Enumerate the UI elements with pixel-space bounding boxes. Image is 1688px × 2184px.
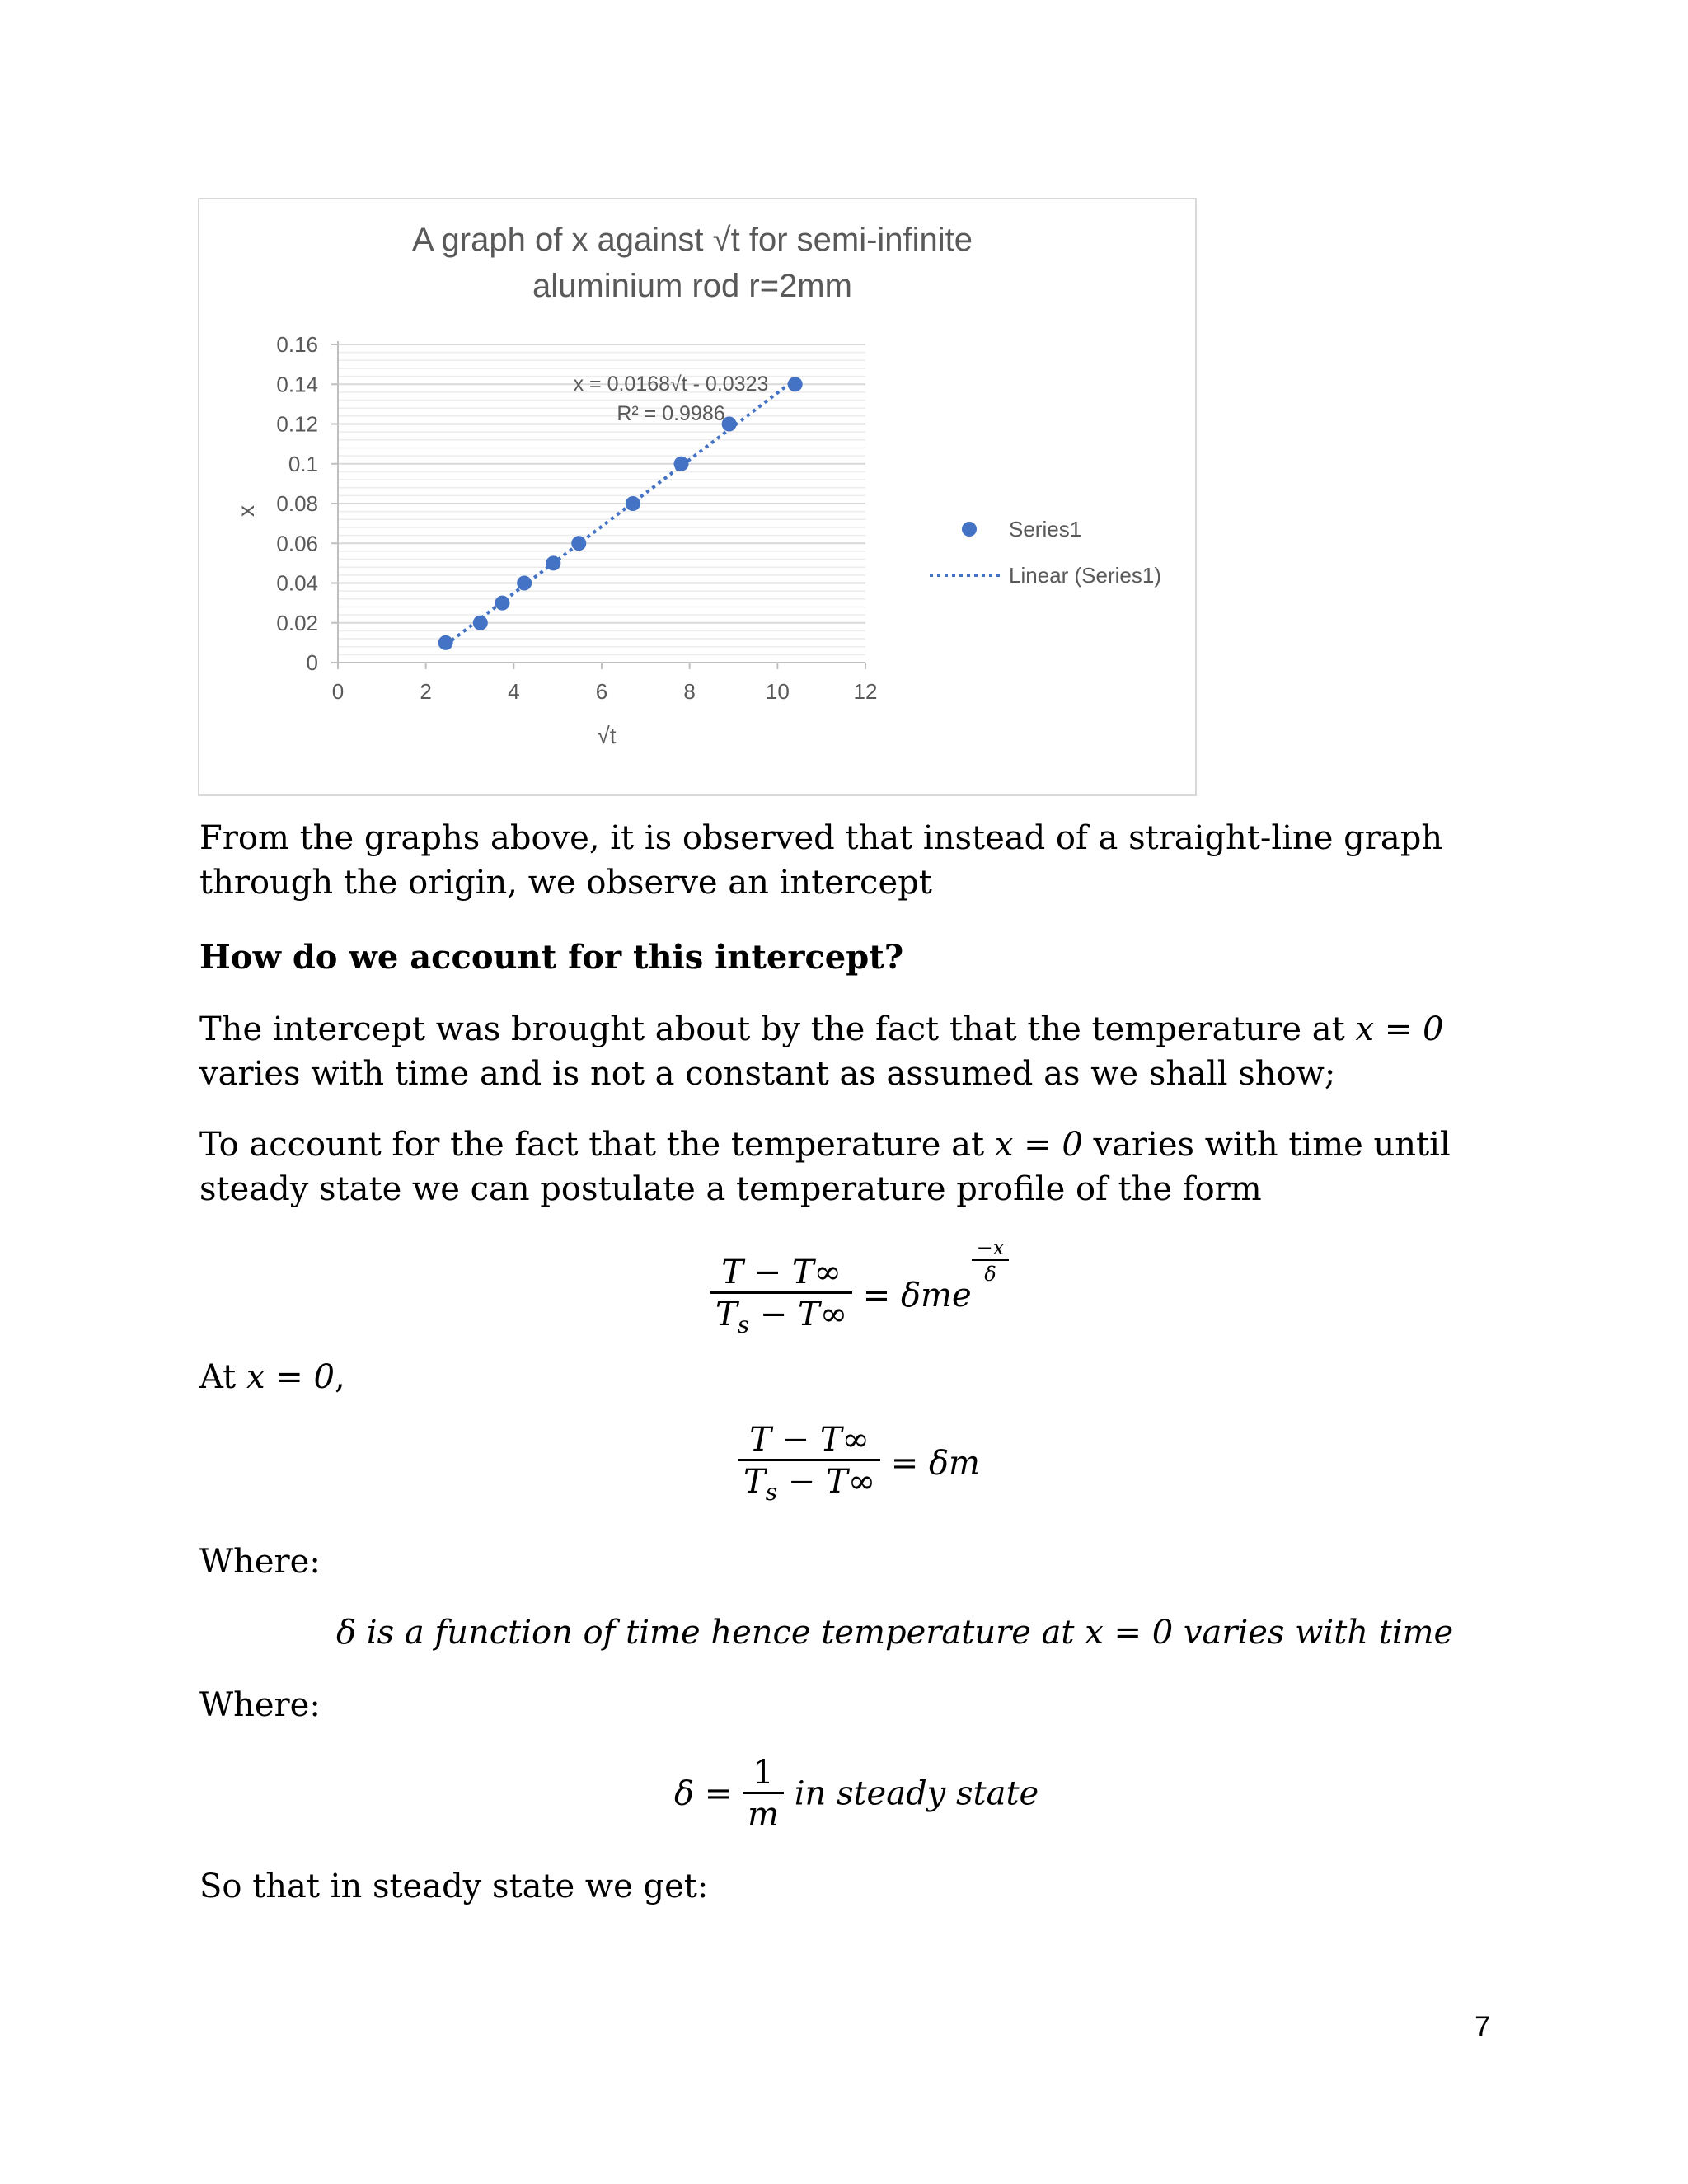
x-equals-zero-inline-1: x = 0 xyxy=(1355,1010,1444,1048)
legend-series1-marker xyxy=(962,522,977,537)
eq1-den-sub: s xyxy=(737,1310,750,1338)
chart-title-line1: A graph of x against √t for semi-infinite xyxy=(411,222,973,258)
x-tick-label: 6 xyxy=(595,679,608,704)
eq3-lhs: δ = xyxy=(674,1774,733,1813)
y-tick-label: 0.12 xyxy=(276,411,318,437)
eq1-den-t: T xyxy=(715,1295,738,1333)
eq3-rhs: in steady state xyxy=(794,1774,1039,1813)
at-comma: , xyxy=(334,1358,345,1396)
eq3-numerator: 1 xyxy=(753,1754,774,1792)
x-tick-label: 8 xyxy=(683,679,696,704)
delta-function-statement: δ is a function of time hence temperature at x = 0 varies with time xyxy=(336,1614,1454,1652)
paragraph-intercept-text-b: varies with time and is not a constant as assumed as we shall show; xyxy=(199,1055,1336,1093)
paragraph-graph-observation: From the graphs above, it is observed that instead of a straight-line graph through the origin, we observe an intercept xyxy=(199,819,1443,902)
heading-intercept-question: How do we account for this intercept? xyxy=(199,938,904,977)
y-tick-label: 0 xyxy=(306,650,318,675)
data-point xyxy=(546,555,560,570)
x-equals-zero-inline-2: x = 0 xyxy=(994,1126,1083,1164)
eq2-numerator: T − T∞ xyxy=(749,1421,870,1459)
y-tick-label: 0.02 xyxy=(276,610,318,635)
eq2-rhs: = δm xyxy=(890,1444,980,1483)
y-tick-label: 0.16 xyxy=(276,332,318,357)
data-point xyxy=(626,496,640,511)
x-equals-zero-inline-3: x = 0 xyxy=(246,1358,335,1396)
eq3-fraction xyxy=(743,1754,784,1834)
data-point xyxy=(674,457,689,471)
paragraph-intercept-text-a: The intercept was brought about by the fact that the temperature at xyxy=(199,1010,1356,1048)
eq3-denominator: m xyxy=(743,1792,784,1834)
trendline-r2: R² = 0.9986 xyxy=(617,402,725,425)
data-point xyxy=(571,536,586,551)
paragraph-postulate-text-a: To account for the fact that the temperature at xyxy=(199,1126,995,1164)
eq1-denominator xyxy=(710,1291,852,1338)
y-tick-label: 0.08 xyxy=(276,491,318,516)
equation-at-x0 xyxy=(738,1421,980,1506)
eq1-rhs: = δme xyxy=(862,1277,972,1315)
chart-svg xyxy=(199,199,1198,798)
eq2-den-sub: s xyxy=(765,1479,778,1506)
data-point xyxy=(495,596,509,611)
y-tick-label: 0.06 xyxy=(276,531,318,556)
page-number: 7 xyxy=(1475,2011,1490,2042)
eq1-den-rest: − T∞ xyxy=(749,1295,848,1333)
where-label-2: Where: xyxy=(199,1686,321,1724)
x-tick-label: 10 xyxy=(765,679,790,704)
at-text: At xyxy=(199,1358,246,1396)
paragraph-postulate-profile xyxy=(199,1122,1452,1212)
data-point xyxy=(788,377,803,391)
equation-delta-steady-state xyxy=(674,1754,1039,1834)
x-axis-title: √t xyxy=(597,723,617,748)
y-tick-label: 0.1 xyxy=(288,451,318,476)
chart-title-line2: aluminium rod r=2mm xyxy=(532,268,852,304)
data-point xyxy=(517,576,532,591)
eq1-exponent-den: δ xyxy=(972,1259,1010,1286)
paragraph-at-x0 xyxy=(199,1355,1452,1399)
equation-temperature-profile xyxy=(710,1236,1009,1338)
eq2-den-rest: − T∞ xyxy=(777,1463,876,1501)
eq1-fraction xyxy=(710,1254,852,1338)
x-tick-label: 2 xyxy=(420,679,432,704)
paragraph-intercept-explanation xyxy=(199,1007,1452,1096)
legend-linear-label: Linear (Series1) xyxy=(1009,563,1161,588)
x-tick-label: 0 xyxy=(331,679,345,704)
y-tick-label: 0.04 xyxy=(276,570,318,596)
legend-series1-label: Series1 xyxy=(1009,517,1082,541)
data-point xyxy=(473,616,488,630)
eq2-fraction xyxy=(738,1421,880,1506)
paragraph-postulate-text-b: varies with time until steady state we can postulate a temperature profile of the form xyxy=(199,1126,1451,1208)
data-point xyxy=(438,635,453,650)
x-tick-label: 4 xyxy=(508,679,520,704)
chart-frame xyxy=(198,198,1197,796)
eq1-numerator: T − T∞ xyxy=(721,1253,842,1291)
x-tick-label: 12 xyxy=(853,679,878,704)
trendline-equation: x = 0.0168√t - 0.0323 xyxy=(573,373,769,396)
where-label-1: Where: xyxy=(199,1543,321,1581)
eq2-denominator xyxy=(738,1459,880,1506)
y-axis-title: x xyxy=(233,505,259,517)
y-tick-label: 0.14 xyxy=(276,372,318,397)
paragraph-steady-state: So that in steady state we get: xyxy=(199,1868,709,1905)
eq1-exponent xyxy=(972,1236,1010,1286)
eq2-den-t: T xyxy=(743,1463,766,1501)
eq1-exponent-num: −x xyxy=(976,1236,1005,1259)
